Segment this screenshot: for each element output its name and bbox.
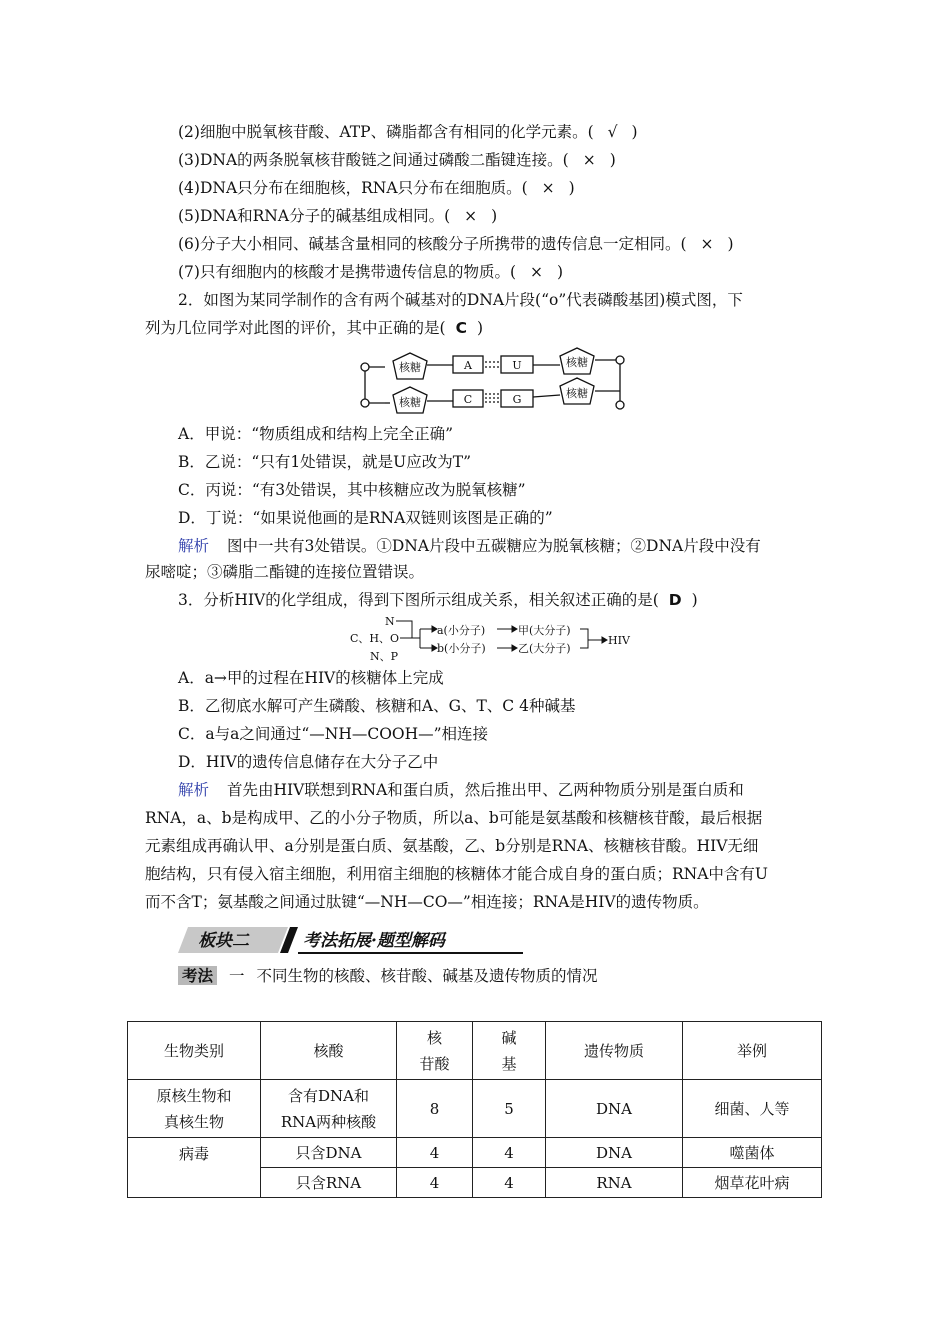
q3-option-c: C．a与a之间通过“—NH—COOH—”相连接	[178, 725, 489, 743]
base-label-g: G	[512, 393, 522, 406]
macromolecule-jia: 甲(大分子)	[518, 624, 571, 637]
sugar-label-3: 核糖	[566, 356, 588, 369]
kaofa-tag: 考法	[178, 966, 217, 985]
q1-item-4: (4)DNA只分布在细胞核，RNA只分布在细胞质。( × )	[178, 179, 575, 197]
td-type: 原核生物和 真核生物	[128, 1080, 261, 1138]
th-nucleotide: 核 苷酸	[397, 1022, 473, 1080]
q2-stem-line1: 2．如图为某同学制作的含有两个碱基对的DNA片段(“o”代表磷酸基团)模式图，下	[178, 291, 743, 309]
td-nucleotide: 8	[397, 1080, 473, 1138]
q3-analysis-line3: 元素组成再确认甲、a分别是蛋白质、氨基酸，乙、b分别是RNA、核糖核苷酸。HIV无细	[145, 837, 759, 855]
macromolecule-yi: 乙(大分子)	[518, 642, 571, 655]
q3-analysis-line2: RNA，a、b是构成甲、乙的小分子物质，所以a、b可能是氨基酸和核糖核苷酸，最后根据	[145, 809, 763, 827]
kaofa-heading: 考法 一 不同生物的核酸、核苷酸、碱基及遗传物质的情况	[178, 964, 598, 986]
q3-answer: D	[668, 591, 682, 609]
th-example: 举例	[683, 1022, 822, 1080]
section-banner	[178, 925, 528, 955]
molecule-a: a(小分子)	[437, 624, 486, 637]
q3-option-b: B．乙彻底水解可产生磷酸、核糖和A、G、T、C 4种碱基	[178, 697, 576, 715]
td-nucleic: 只含RNA	[261, 1168, 397, 1198]
table-header-row	[128, 1022, 822, 1080]
banner-subtitle: 考法拓展·题型解码	[303, 931, 445, 951]
analysis-label-2: 解析	[178, 781, 210, 799]
q1-item-2: (2)细胞中脱氧核苷酸、ATP、磷脂都含有相同的化学元素。( √ )	[178, 123, 638, 141]
td-nucleotide: 4	[397, 1168, 473, 1198]
th-base: 碱 基	[473, 1022, 546, 1080]
td-nucleotide: 4	[397, 1138, 473, 1168]
q2-option-b: B．乙说：“只有1处错误，就是U应改为T”	[178, 453, 472, 471]
q2-option-a: A．甲说：“物质组成和结构上完全正确”	[178, 425, 454, 443]
td-genetic: RNA	[546, 1168, 683, 1198]
q2-analysis-line1: 解析 图中一共有3处错误。①DNA片段中五碳糖应为脱氧核糖；②DNA片段中没有	[178, 537, 761, 555]
q2-answer: C	[455, 319, 467, 337]
q3-option-d: D．HIV的遗传信息储存在大分子乙中	[178, 753, 439, 771]
q3-stem: 3．分析HIV的化学组成，得到下图所示组成关系，相关叙述正确的是( D )	[178, 591, 698, 609]
hiv-composition-diagram	[340, 614, 640, 666]
q1-item-3: (3)DNA的两条脱氧核苷酸链之间通过磷酸二酯键连接。( × )	[178, 151, 616, 169]
base-label-c: C	[463, 393, 473, 406]
td-base: 4	[473, 1168, 546, 1198]
molecule-b: b(小分子)	[437, 642, 486, 655]
q1-item-7: (7)只有细胞内的核酸才是携带遗传信息的物质。( × )	[178, 263, 564, 281]
q1-item-6: (6)分子大小相同、碱基含量相同的核酸分子所携带的遗传信息一定相同。( × )	[178, 235, 734, 253]
base-label-u: U	[512, 359, 522, 372]
td-genetic: DNA	[546, 1080, 683, 1138]
banner-title: 板块二	[198, 931, 249, 951]
q1-item-5: (5)DNA和RNA分子的碱基组成相同。( × )	[178, 207, 498, 225]
td-example: 噬菌体	[683, 1138, 822, 1168]
th-type: 生物类别	[128, 1022, 261, 1080]
element-np: N、P	[370, 650, 399, 663]
sugar-label-1: 核糖	[399, 361, 421, 374]
q3-analysis-line5: 而不含T；氨基酸之间通过肽键“—NH—CO—”相连接；RNA是HIV的遗传物质。	[145, 893, 709, 911]
q2-analysis-line2: 尿嘧啶；③磷脂二酯键的连接位置错误。	[145, 563, 425, 581]
q2-option-d: D．丁说：“如果说他画的是RNA双链则该图是正确的”	[178, 509, 553, 527]
sugar-label-4: 核糖	[566, 387, 588, 400]
q2-stem-line2: 列为几位同学对此图的评价，其中正确的是( C )	[145, 319, 484, 337]
dna-model-diagram	[355, 345, 630, 415]
element-n: N	[385, 615, 395, 628]
th-genetic: 遗传物质	[546, 1022, 683, 1080]
th-nucleic: 核酸	[261, 1022, 397, 1080]
base-label-a: A	[464, 359, 472, 372]
q3-analysis-line4: 胞结构，只有侵入宿主细胞，利用宿主细胞的核糖体才能合成自身的蛋白质；RNA中含有U	[145, 865, 768, 883]
analysis-label: 解析	[178, 537, 210, 555]
table-row	[128, 1138, 822, 1168]
sugar-label-2: 核糖	[399, 396, 421, 409]
td-base: 4	[473, 1138, 546, 1168]
td-nucleic: 含有DNA和 RNA两种核酸	[261, 1080, 397, 1138]
hiv-label: HIV	[608, 634, 630, 647]
element-cho: C、H、O	[350, 632, 400, 645]
td-example: 细菌、人等	[683, 1080, 822, 1138]
nucleic-acid-table	[127, 1021, 822, 1198]
q2-option-c: C．丙说：“有3处错误，其中核糖应改为脱氧核糖”	[178, 481, 526, 499]
td-nucleic: 只含DNA	[261, 1138, 397, 1168]
q3-analysis-line1: 解析 首先由HIV联想到RNA和蛋白质，然后推出甲、乙两种物质分别是蛋白质和	[178, 781, 744, 799]
td-genetic: DNA	[546, 1138, 683, 1168]
td-type: 病毒	[128, 1138, 261, 1198]
td-example: 烟草花叶病	[683, 1168, 822, 1198]
td-base: 5	[473, 1080, 546, 1138]
q3-option-a: A．a→甲的过程在HIV的核糖体上完成	[178, 669, 444, 687]
table-row	[128, 1080, 822, 1138]
